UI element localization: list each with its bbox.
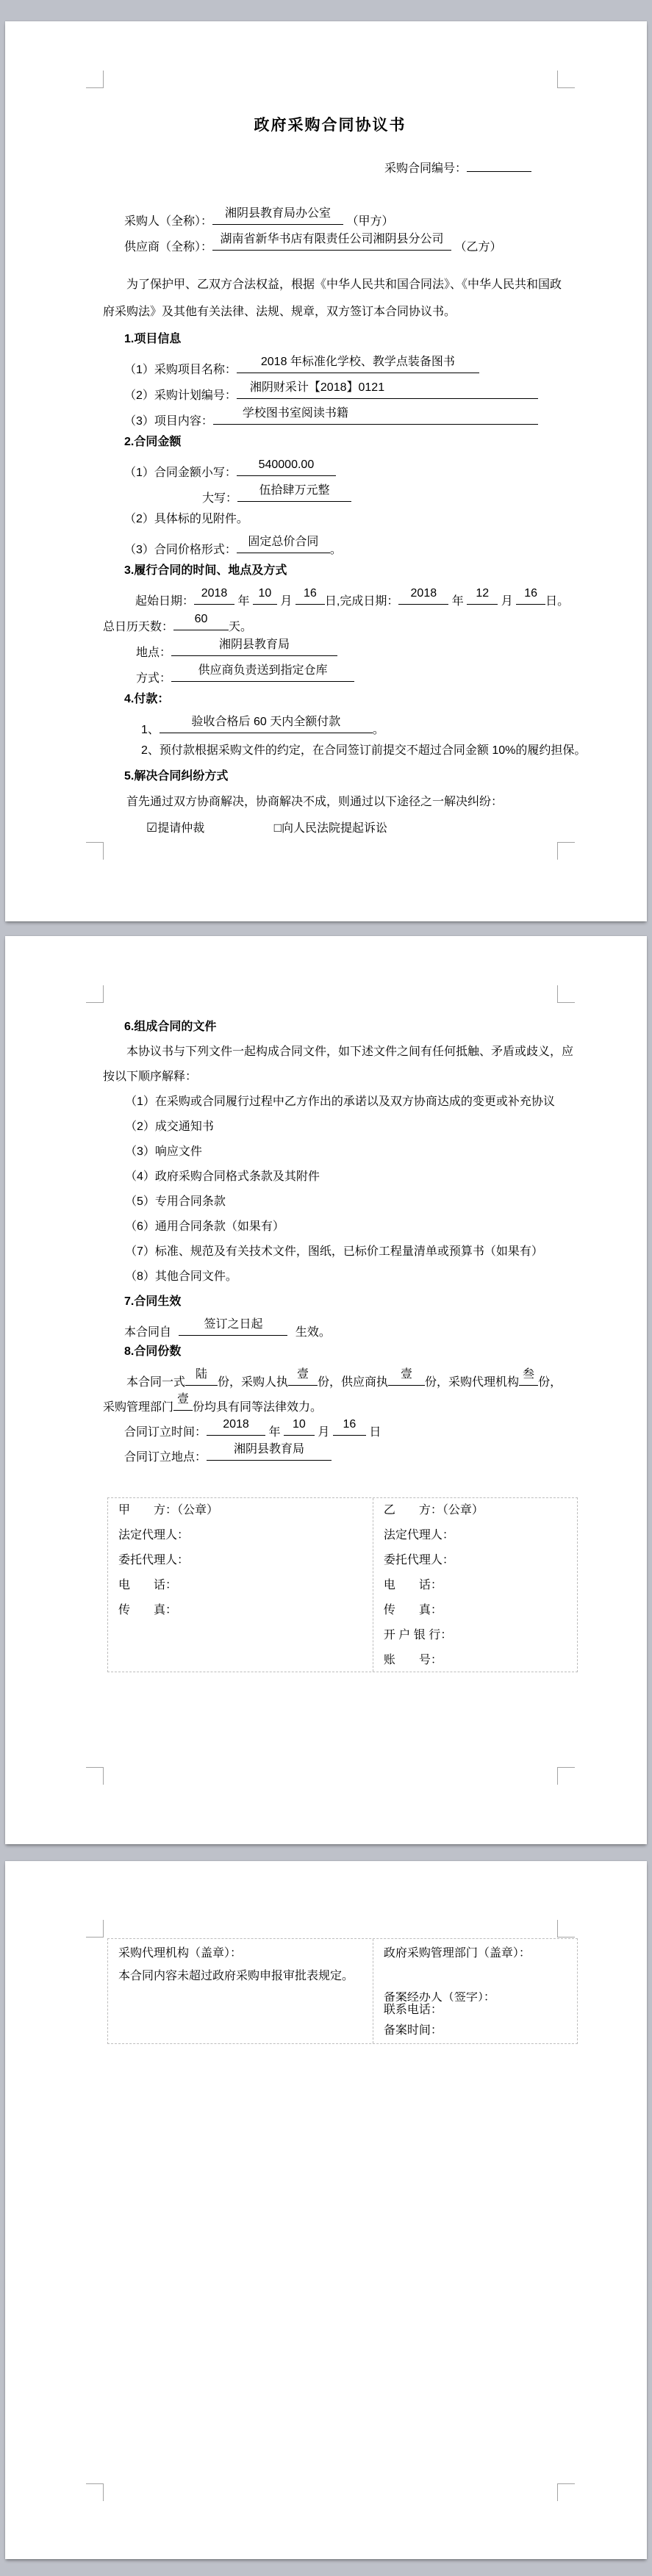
heading-contract-amount: 2.合同金额 [124, 436, 182, 448]
supplier-label: 供应商（全称）： [124, 241, 213, 253]
buyer-value[interactable]: 湘阴县教育局办公室 [212, 204, 343, 225]
year-char: 年 [268, 1426, 281, 1439]
effective-suffix: 生效。 [295, 1326, 331, 1339]
margin-corner-mark [557, 1920, 575, 1938]
month-char: 月 [318, 1426, 330, 1439]
price-form-value[interactable]: 固定总价合同 [237, 532, 330, 553]
start-day-value[interactable]: 16 [295, 583, 325, 605]
page-2[interactable] [5, 936, 647, 1844]
supplier-value[interactable]: 湖南省新华书店有限责任公司湘阴县分公司 [212, 229, 451, 251]
price-form-label: （3）合同价格形式： [124, 544, 237, 556]
payment-term-suffix: 。 [372, 724, 384, 736]
start-year-value[interactable]: 2018 [194, 583, 234, 605]
line-dispute-intro: 首先通过双方协商解决，协商解决不成，则通过以下途径之一解决纠纷： [126, 796, 504, 808]
copies-total-value[interactable]: 陆 [185, 1364, 218, 1386]
sign-time-year[interactable]: 2018 [207, 1414, 265, 1436]
arbitration-label: 提请仲裁 [157, 822, 205, 835]
signature-table [107, 1497, 578, 1672]
party-a-seal-row: 甲 方：（公章） [118, 1504, 219, 1517]
margin-corner-mark [557, 2483, 575, 2501]
copies-text: 份，采购人执 [218, 1376, 289, 1389]
margin-corner-mark [86, 985, 104, 1003]
copies-dept-value[interactable]: 壹 [173, 1389, 193, 1411]
field-delivery-method [103, 661, 557, 686]
margin-corner-mark [86, 1767, 104, 1785]
contract-no-blank[interactable] [467, 151, 531, 172]
contract-no-label: 采购合同编号： [384, 162, 467, 175]
heading-contract-documents: 6.组成合同的文件 [124, 1021, 217, 1033]
page-2-content [103, 1001, 574, 1464]
document-item: （4）政府采购合同格式条款及其附件 [125, 1170, 320, 1183]
plan-no-value[interactable]: 湘阴财采计【2018】0121 [237, 378, 538, 399]
sign-time-day[interactable]: 16 [333, 1414, 366, 1436]
margin-corner-mark [557, 1767, 575, 1785]
margin-corner-mark [86, 1920, 104, 1938]
place-value[interactable]: 湘阴县教育局 [171, 635, 337, 656]
sign-time-month[interactable]: 10 [284, 1414, 315, 1436]
project-name-value[interactable]: 2018 年标准化学校、教学点装备图书 [237, 352, 479, 373]
year-char: 年 [237, 595, 250, 608]
field-amount-words [103, 481, 557, 506]
heading-effective: 7.合同生效 [124, 1295, 182, 1308]
field-price-form [103, 532, 557, 558]
copies-text: 份，采购代理机构 [425, 1376, 520, 1389]
delivery-method-label: 方式： [136, 672, 172, 685]
month-char: 月 [280, 595, 293, 608]
party-b-fax-row: 传 真： [383, 1604, 443, 1616]
heading-copies: 8.合同份数 [124, 1345, 182, 1358]
party-a-phone-row: 电 话： [118, 1579, 178, 1591]
litigation-label: 向人民法院提起诉讼 [282, 822, 388, 835]
day-char: 日。 [545, 595, 570, 608]
copies-text: 本合同一式 [126, 1376, 186, 1389]
place-label: 地点： [136, 647, 172, 659]
amount-words-value[interactable]: 伍拾肆万元整 [237, 481, 351, 502]
delivery-method-value[interactable]: 供应商负责送到指定仓库 [171, 661, 354, 682]
margin-corner-mark [557, 985, 575, 1003]
payment-term-value[interactable]: 验收合格后 60 天内全额付款 [160, 712, 373, 733]
field-plan-no [103, 378, 557, 403]
end-month-value[interactable]: 12 [467, 583, 498, 605]
field-contract-no [103, 151, 557, 176]
agency-seal-label: 采购代理机构（盖章）： [118, 1947, 243, 1960]
page-1-content [103, 87, 587, 841]
sign-place-label: 合同订立地点： [124, 1451, 207, 1464]
party-b-seal-row: 乙 方：（公章） [383, 1504, 484, 1517]
start-date-label: 起始日期： [135, 595, 195, 608]
party-b-bank-row: 开 户 银 行： [383, 1629, 453, 1641]
arbitration-checkbox-icon[interactable]: ☑ [146, 821, 158, 835]
document-item: （2）成交通知书 [125, 1120, 214, 1133]
margin-corner-mark [86, 842, 104, 860]
party-a-entrusted-agent-row: 委托代理人： [118, 1554, 190, 1566]
copies-text: 份均具有同等法律效力。 [193, 1401, 323, 1414]
document-item: （1）在采购或合同履行过程中乙方作出的承诺以及双方协商达成的变更或补充协议 [125, 1095, 555, 1108]
buyer-suffix: （甲方） [346, 215, 394, 228]
month-char: 月 [501, 595, 513, 608]
supplier-suffix: （乙方） [454, 241, 502, 253]
field-effective-date [103, 1314, 557, 1339]
start-month-value[interactable]: 10 [253, 583, 277, 605]
party-b-entrusted-agent-row: 委托代理人： [383, 1554, 454, 1566]
project-name-label: （1）采购项目名称： [124, 364, 237, 376]
margin-corner-mark [86, 71, 104, 88]
field-amount-digits [103, 455, 557, 481]
margin-corner-mark [557, 842, 575, 860]
amount-digits-value[interactable]: 540000.00 [237, 455, 336, 476]
page-3[interactable] [5, 1861, 647, 2559]
buyer-label: 采购人（全称）： [124, 215, 213, 228]
field-supplier [103, 229, 557, 255]
documents-intro-line1: 本协议书与下列文件一起构成合同文件，如下述文件之间有任何抵触、矛盾或歧义，应 [126, 1046, 574, 1058]
margin-corner-mark [86, 2483, 104, 2501]
party-b-account-row: 账 号： [383, 1654, 443, 1666]
dispute-options [103, 815, 557, 841]
filing-table [107, 1938, 578, 2044]
field-buyer [103, 204, 557, 229]
total-days-suffix: 天。 [229, 621, 253, 633]
litigation-checkbox-icon[interactable]: □ [273, 821, 282, 835]
paragraph-preamble-line1: 为了保护甲、乙双方合法权益，根据《中华人民共和国合同法》、《中华人民共和国政 [126, 278, 562, 291]
price-form-suffix: 。 [329, 544, 342, 556]
amount-words-label: 大写： [202, 492, 238, 505]
copies-agency-value[interactable]: 叁 [519, 1364, 538, 1386]
heading-dispute: 5.解决合同纠纷方式 [124, 770, 229, 782]
total-days-label: 总日历天数： [103, 621, 174, 633]
heading-performance: 3.履行合同的时间、地点及方式 [124, 564, 287, 577]
document-item: （3）响应文件 [125, 1145, 202, 1158]
sign-time-label: 合同订立时间： [124, 1426, 207, 1439]
line-prepayment: 2、预付款根据采购文件的约定，在合同签订前提交不超过合同金额 10%的履约担保。 [141, 744, 587, 757]
dept-seal-label: 政府采购管理部门（盖章）： [383, 1947, 531, 1960]
effective-prefix: 本合同自 [124, 1326, 172, 1339]
party-a-cell [108, 1498, 373, 1672]
party-b-phone-row: 电 话： [383, 1579, 443, 1591]
end-year-value[interactable]: 2018 [398, 583, 448, 605]
copies-text: 采购管理部门 [103, 1401, 174, 1414]
project-content-value[interactable]: 学校图书室阅读书籍 [213, 403, 538, 425]
party-a-fax-row: 传 真： [118, 1604, 178, 1616]
effective-value[interactable]: 签订之日起 [179, 1314, 287, 1336]
line-subject-attachment: （2）具体标的见附件。 [124, 513, 248, 525]
margin-corner-mark [557, 71, 575, 88]
total-days-value[interactable]: 60 [173, 609, 229, 630]
party-b-legal-agent-row: 法定代理人： [383, 1529, 454, 1541]
day-char: 日, [324, 595, 340, 608]
page-1[interactable] [5, 21, 647, 921]
document-item: （7）标准、规范及有关技术文件，图纸，已标价工程量清单或预算书（如果有） [125, 1245, 543, 1258]
field-start-end-date [103, 583, 570, 609]
agency-statement: 本合同内容未超过政府采购申报审批表规定。 [118, 1970, 354, 1982]
sign-place-value[interactable]: 湘阴县教育局 [207, 1439, 332, 1461]
year-char: 年 [451, 595, 464, 608]
amount-digits-label: （1）合同金额小写： [124, 467, 237, 479]
filing-handler-label-clipped: 备案经办人（签字）： [383, 1992, 495, 2001]
document-item: （5）专用合同条款 [125, 1195, 226, 1208]
procurement-agency-cell [108, 1939, 373, 2043]
heading-project-info: 1.项目信息 [124, 333, 182, 345]
paragraph-preamble-line2: 府采购法》及其他有关法律、法规、规章，双方签订本合同协议书。 [103, 306, 456, 318]
day-char: 日 [369, 1426, 381, 1439]
copies-text: 份， [538, 1376, 562, 1389]
project-content-label: （3）项目内容： [124, 415, 213, 428]
filing-time-label: 备案时间： [383, 2024, 443, 2037]
plan-no-label: （2）采购计划编号： [124, 389, 237, 402]
party-b-cell [373, 1498, 577, 1672]
documents-intro-line2: 按以下顺序解释： [103, 1071, 198, 1083]
document-item: （6）通用合同条款（如果有） [125, 1220, 284, 1233]
field-payment-term [103, 712, 557, 738]
management-dept-cell [373, 1939, 577, 2043]
copies-line2 [103, 1389, 557, 1414]
heading-payment: 4.付款： [124, 693, 170, 705]
document-item: （8）其他合同文件。 [125, 1270, 237, 1283]
field-project-name [103, 352, 557, 378]
copies-text: 份，供应商执 [318, 1376, 389, 1389]
payment-term-label: 1、 [141, 724, 160, 736]
doc-title: 政府采购合同协议书 [254, 117, 406, 134]
party-a-legal-agent-row: 法定代理人： [118, 1529, 190, 1541]
contact-phone-label: 联系电话： [383, 2004, 443, 2016]
field-place [103, 635, 557, 661]
end-day-value[interactable]: 16 [516, 583, 545, 605]
field-sign-place [103, 1439, 557, 1464]
field-project-content [103, 403, 557, 429]
copies-buyer-value[interactable]: 壹 [288, 1364, 318, 1386]
end-date-label: 完成日期： [340, 595, 399, 608]
copies-supplier-value[interactable]: 壹 [388, 1364, 425, 1386]
copies-line1 [103, 1364, 562, 1389]
field-sign-time [103, 1414, 557, 1439]
field-total-days [103, 609, 557, 635]
